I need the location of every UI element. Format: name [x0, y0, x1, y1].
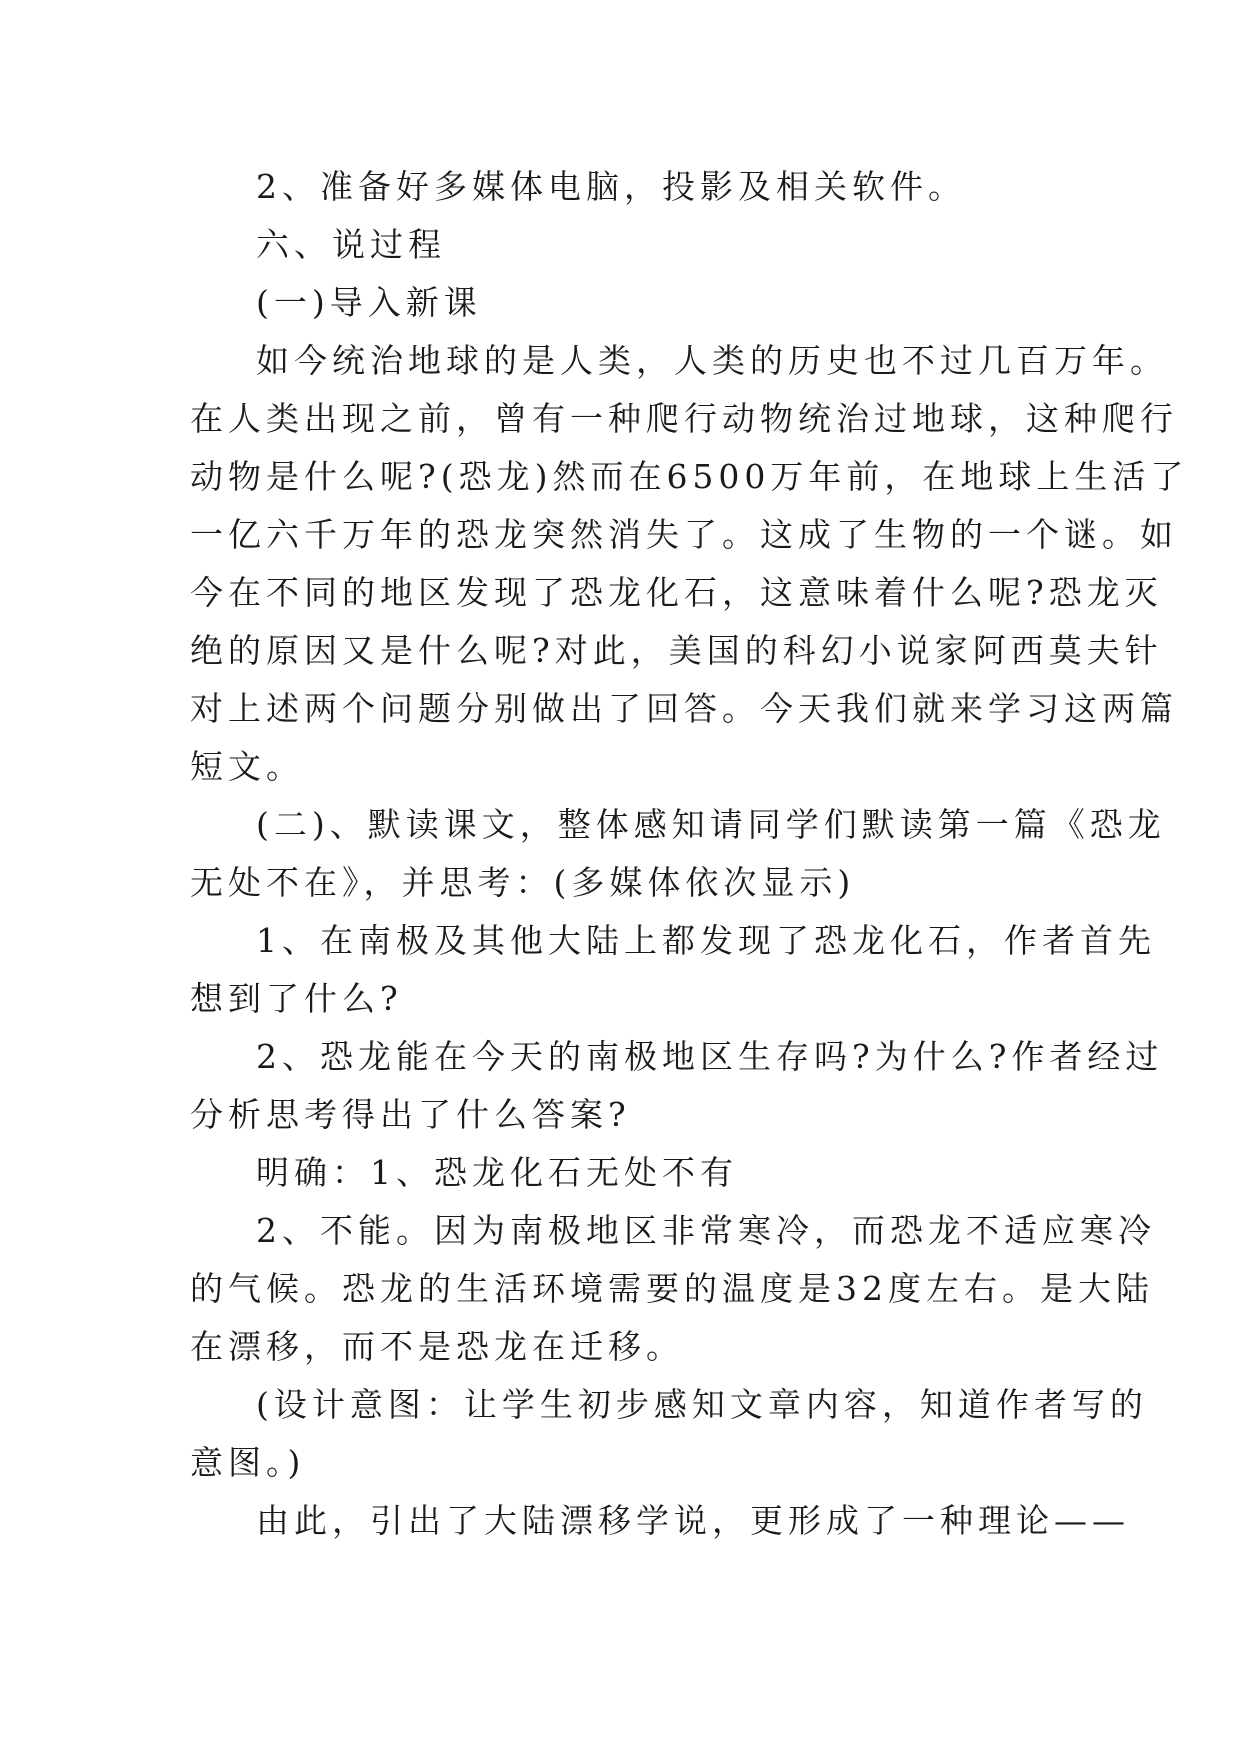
paragraph-line: 无处不在》，并思考：(多媒体依次显示) [190, 863, 856, 902]
answer-line: 的气候。恐龙的生活环境需要的温度是32度左右。是大陆 [190, 1269, 1154, 1308]
question-line: 想到了什么? [190, 979, 403, 1018]
design-note-line: (设计意图：让学生初步感知文章内容，知道作者写的 [256, 1385, 1148, 1424]
subsection-heading: (一)导入新课 [256, 283, 482, 322]
paragraph-line: 一亿六千万年的恐龙突然消失了。这成了生物的一个谜。如 [190, 515, 1178, 554]
paragraph-line: 今在不同的地区发现了恐龙化石，这意味着什么呢?恐龙灭 [190, 573, 1163, 612]
answer-line: 明确：1、恐龙化石无处不有 [256, 1153, 738, 1192]
question-line: 分析思考得出了什么答案? [190, 1095, 631, 1134]
answer-line: 2、不能。因为南极地区非常寒冷，而恐龙不适应寒冷 [256, 1211, 1156, 1250]
paragraph-line: 如今统治地球的是人类，人类的历史也不过几百万年。 [256, 341, 1168, 380]
question-line: 2、恐龙能在今天的南极地区生存吗?为什么?作者经过 [256, 1037, 1164, 1076]
document-body [190, 158, 1189, 1550]
paragraph-line: 绝的原因又是什么呢?对此，美国的科幻小说家阿西莫夫针 [190, 631, 1163, 670]
subsection-heading: (二)、默读课文，整体感知请同学们默读第一篇《恐龙 [256, 805, 1166, 844]
question-line: 1、在南极及其他大陆上都发现了恐龙化石，作者首先 [256, 921, 1156, 960]
paragraph-line: 由此，引出了大陆漂移学说，更形成了一种理论—— [256, 1501, 1130, 1540]
answer-line: 在漂移，而不是恐龙在迁移。 [190, 1327, 684, 1366]
design-note-line: 意图。) [190, 1443, 306, 1482]
paragraph-line: 在人类出现之前，曾有一种爬行动物统治过地球，这种爬行 [190, 399, 1178, 438]
paragraph-line: 2、准备好多媒体电脑，投影及相关软件。 [256, 167, 966, 206]
paragraph-line: 短文。 [190, 747, 304, 786]
paragraph-line: 对上述两个问题分别做出了回答。今天我们就来学习这两篇 [190, 689, 1178, 728]
paragraph-line: 动物是什么呢?(恐龙)然而在6500万年前，在地球上生活了 [190, 457, 1189, 496]
section-heading: 六、说过程 [256, 225, 446, 264]
